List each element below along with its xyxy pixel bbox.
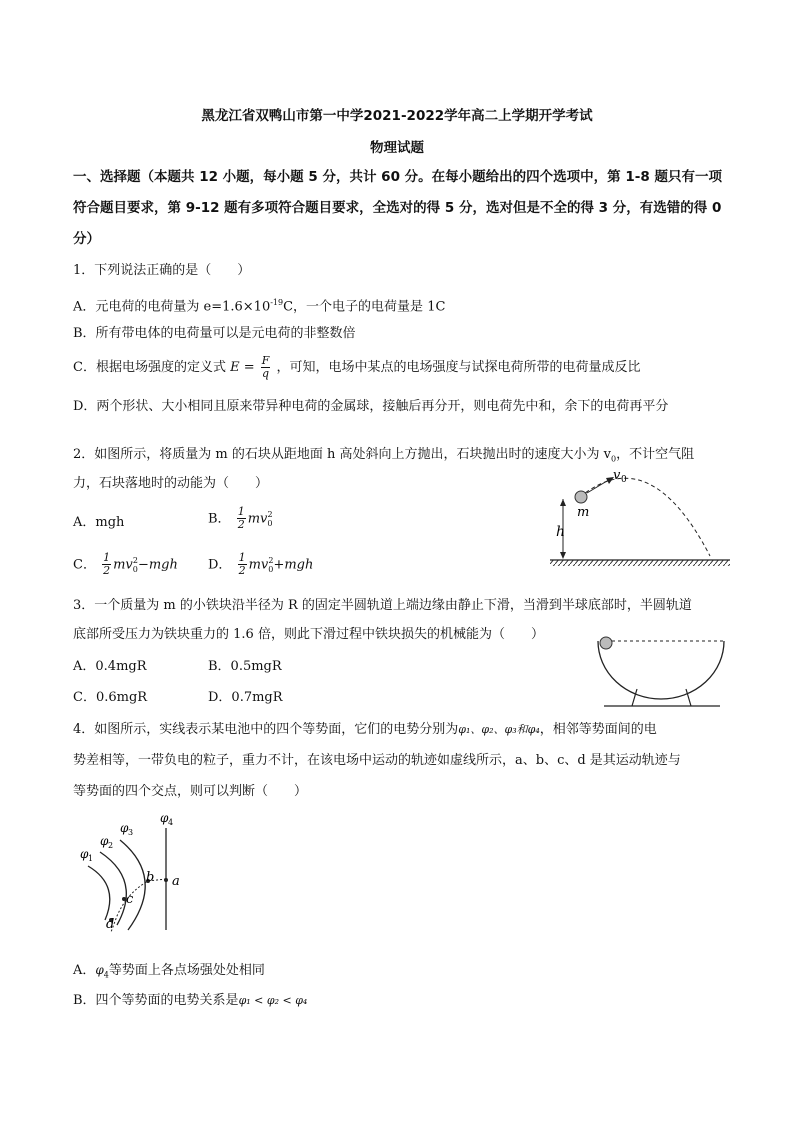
q1-a-pre: A．元电荷的电荷量为 e=1.6×10 bbox=[73, 299, 271, 315]
q4-label-phi1: φ bbox=[80, 847, 89, 861]
q4-trajectory bbox=[111, 879, 166, 932]
q2-b-sub: 0 bbox=[267, 518, 273, 528]
q2-d-mv: mv bbox=[248, 557, 269, 573]
q3-option-b: B．0.5mgR bbox=[208, 659, 282, 674]
q2-stem1: 2．如图所示，将质量为 m 的石块从距地面 h 高处斜向上方抛出，石块抛出时的速度大小为 v bbox=[73, 447, 611, 462]
q2-d-sup: 2 bbox=[268, 556, 274, 565]
q2-c-label: C． bbox=[73, 557, 96, 573]
q4-phi-list: φ₁、φ₂、φ₃和φ₄ bbox=[458, 723, 540, 736]
q2-h-label: h bbox=[556, 524, 566, 540]
q2-b-half-num: 1 bbox=[237, 505, 245, 519]
q2-stem1-sub: 0 bbox=[610, 454, 617, 464]
q4-label-phi2-sub: 2 bbox=[108, 841, 114, 850]
q4-equipotential-2 bbox=[100, 852, 126, 925]
q3-option-d: D．0.7mgR bbox=[208, 690, 283, 705]
q2-d-half-num: 1 bbox=[238, 551, 246, 565]
q4-a-pre: A． bbox=[73, 963, 96, 978]
q2-b-half-den: 2 bbox=[237, 518, 245, 532]
q3-stem-line1: 3．一个质量为 m 的小铁块沿半径为 R 的固定半圆轨道上端边缘由静止下滑，当滑到半球底部时，半圆轨道 bbox=[73, 598, 692, 613]
q2-c-minus: −mgh bbox=[137, 557, 178, 573]
q4-label-c: c bbox=[126, 892, 134, 907]
q4-a-post: 等势面上各点场强处处相同 bbox=[108, 963, 265, 978]
q2-v-label: v bbox=[613, 468, 621, 483]
q1-stem: 1．下列说法正确的是（ ） bbox=[73, 263, 251, 278]
q2-option-a: A．mgh bbox=[73, 515, 125, 530]
q2-c-half-num: 1 bbox=[103, 551, 111, 565]
q2-c-mv: mv bbox=[113, 557, 133, 573]
section-header-line3: 分） bbox=[73, 231, 100, 247]
q2-b-sup: 2 bbox=[267, 510, 273, 519]
q4-label-phi4: φ bbox=[160, 811, 169, 825]
q1-c-den: q bbox=[262, 367, 270, 380]
q2-m-label: m bbox=[577, 505, 590, 520]
q2-d-label: D． bbox=[208, 557, 232, 573]
exam-title: 黑龙江省双鸭山市第一中学2021-2022学年高二上学期开学考试 bbox=[201, 108, 593, 124]
section-header-line2: 符合题目要求，第 9-12 题有多项符合题目要求，全选对的得 5 分，选对但是不全的得 3 分，有选错的得 0 bbox=[73, 200, 722, 216]
q1-c-num: F bbox=[261, 354, 270, 367]
q2-c-sup: 2 bbox=[132, 556, 138, 565]
q1-option-b: B．所有带电体的电荷量可以是元电荷的非整数倍 bbox=[73, 326, 356, 341]
q2-c-half-den: 2 bbox=[103, 564, 111, 578]
exam-subtitle: 物理试题 bbox=[370, 140, 424, 156]
q2-stem1-post: ，不计空气阻 bbox=[616, 447, 695, 462]
q4-label-d: d bbox=[106, 917, 115, 932]
q4-label-phi3-sub: 3 bbox=[128, 828, 134, 837]
q3-stem-line2: 底部所受压力为铁块重力的 1.6 倍，则此下滑过程中铁块损失的机械能为（ ） bbox=[73, 627, 544, 642]
q1-c-pre: C．根据电场强度的定义式 bbox=[73, 360, 226, 375]
q4-option-a bbox=[73, 961, 265, 985]
q4-equipotential-1 bbox=[88, 866, 110, 920]
q3-option-c: C．0.6mgR bbox=[73, 690, 148, 705]
q1-a-post: C，一个电子的电荷量是 1C bbox=[283, 299, 446, 315]
q4-stem-line3: 等势面的四个交点，则可以判断（ ） bbox=[73, 784, 308, 799]
q2-c-sub: 0 bbox=[132, 564, 138, 574]
q4-option-b bbox=[73, 992, 307, 1010]
q4-stem1-post: ，相邻等势面间的电 bbox=[539, 722, 657, 737]
q2-d-half-den: 2 bbox=[238, 564, 246, 578]
section-header-line1: 一、选择题（本题共 12 小题，每小题 5 分，共计 60 分。在每小题给出的四个选项中，第 1-8 题只有一项 bbox=[73, 169, 722, 185]
q4-label-phi2: φ bbox=[100, 834, 109, 848]
q1-c-post: ，可知，电场中某点的电场强度与试探电荷所带的电荷量成反比 bbox=[276, 360, 641, 375]
q2-stem-line2: 力，石块落地时的动能为（ ） bbox=[73, 476, 269, 491]
q1-option-d: D．两个形状、大小相同且原来带异种电荷的金属球，接触后再分开，则电荷先中和，余下的电荷再平分 bbox=[73, 399, 669, 414]
q4-b-pre: B．四个等势面的电势关系是 bbox=[73, 993, 239, 1008]
q4-label-a: a bbox=[172, 874, 180, 889]
q4-label-phi4-sub: 4 bbox=[168, 818, 174, 827]
q4-stem1-pre: 4．如图所示，实线表示某电池中的四个等势面，它们的电势分别为 bbox=[73, 722, 459, 737]
q2-v-sub: 0 bbox=[621, 475, 627, 485]
q3-option-a: A．0.4mgR bbox=[73, 659, 147, 674]
q2-d-plus: +mgh bbox=[273, 557, 314, 573]
q1-a-sup: -19 bbox=[270, 298, 284, 307]
q2-b-label: B． bbox=[208, 511, 231, 527]
q4-label-b: b bbox=[146, 870, 155, 885]
q1-c-eq: E = bbox=[230, 360, 255, 375]
q4-a-sub: 4 bbox=[103, 970, 109, 980]
q2-d-sub: 0 bbox=[268, 564, 274, 574]
q4-a-phi: φ bbox=[95, 963, 104, 977]
q4-label-phi1-sub: 1 bbox=[88, 854, 94, 863]
q4-stem-line2: 势差相等，一带负电的粒子，重力不计，在该电场中运动的轨迹如虚线所示，a、b、c、d 是其运动轨迹与 bbox=[73, 753, 681, 768]
q2-b-mv: mv bbox=[247, 511, 268, 527]
q4-point-a bbox=[164, 878, 168, 882]
q4-label-phi3: φ bbox=[120, 821, 129, 835]
q4-b-relation: φ₁ < φ₂ < φ₄ bbox=[238, 994, 308, 1007]
